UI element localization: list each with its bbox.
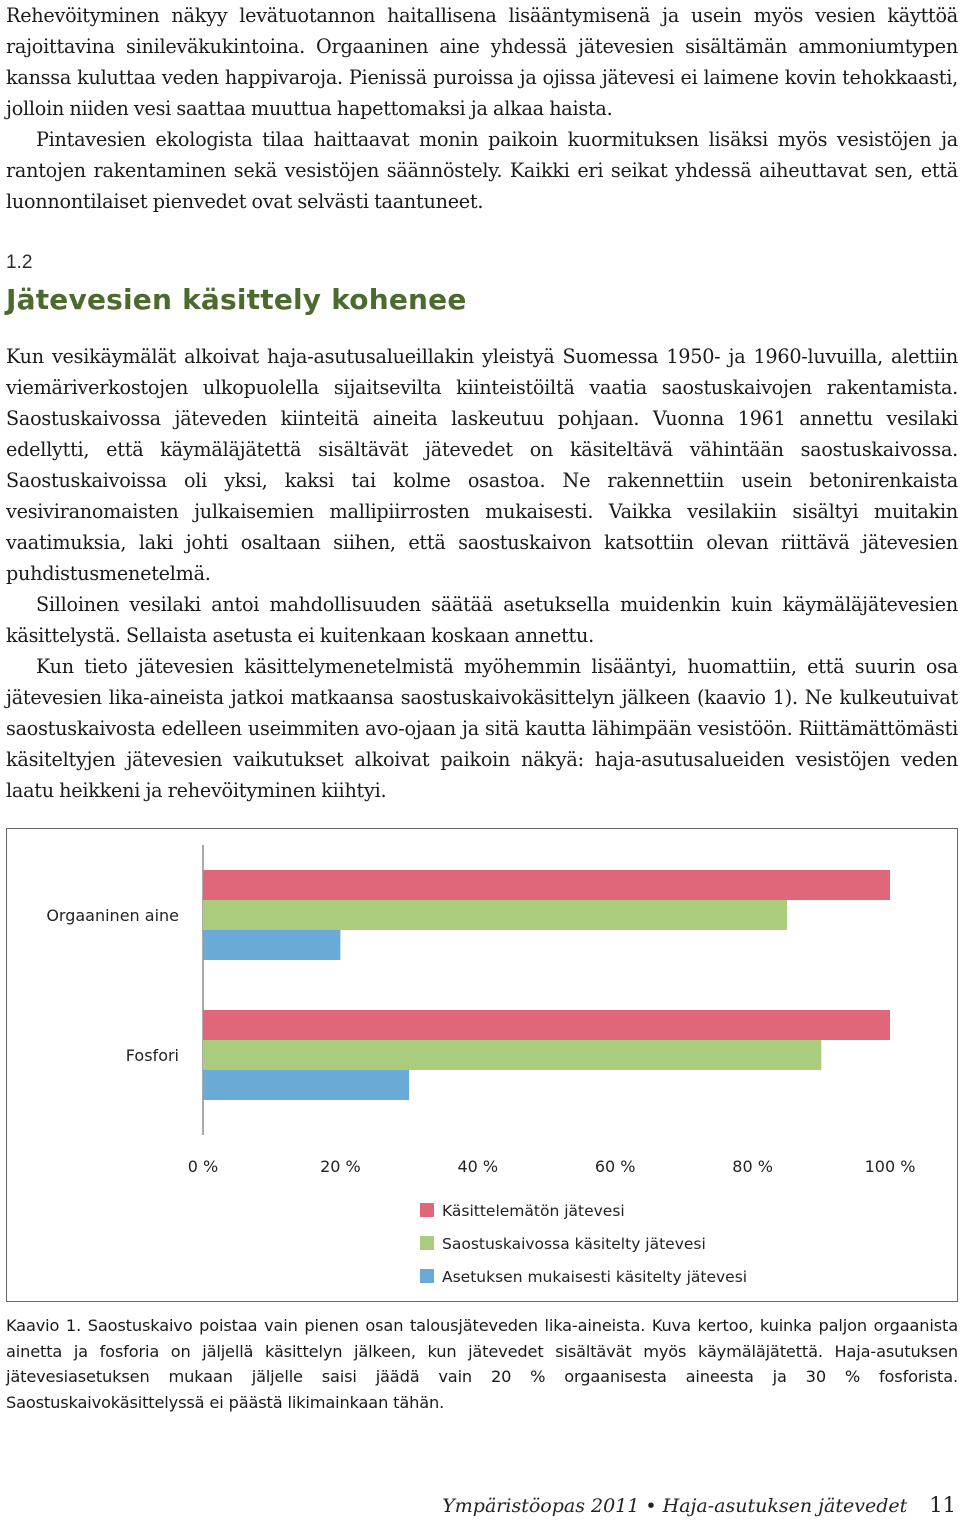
legend-label-septic: Saostuskaivossa käsitelty jätevesi (442, 1235, 706, 1253)
x-tick-label-5: 100 % (864, 1157, 916, 1176)
legend-swatch-septic (420, 1236, 434, 1250)
legend-label-untreated: Käsittelemätön jätevesi (442, 1202, 625, 1220)
bar-orgaaninen-aine-asetuksen-mukaisesti-kasitelty-jatevesi (203, 930, 340, 960)
legend-item-septic (420, 1235, 706, 1253)
category-label-fosfori: Fosfori (125, 1046, 179, 1065)
paragraph-vesikaymalat: Kun vesikäymälät alkoivat haja-asutusalueillakin yleistyä Suomessa 1950- ja 1960-luvuilla, alettiin viemäriverkostojen ulkopuolella sijaitsevilta kiinteistöiltä vaatia saostuskaivojen rakentamista. Saostuskaivossa jäteveden kiinteitä aineita laskeutuu pohjaan. Vuonna 1961 annettu vesilaki edellytti, että käymäläjätettä sisältävät jätevedet on käsiteltävä vähintään saostuskaivossa. Saostuskaivoissa oli yksi, kaksi tai kolme osastoa. Ne rakennettiin usein betonirenkaista vesiviranomaisten julkaisemien mallipiirrosten mukaisesti. Vaikka vesilakiin sisältyi muitakin vaatimuksia, laki johti osaltaan siihen, että saostuskaivon katsottiin olevan riittävä jätevesien puhdistusmenetelmä. (6, 345, 958, 585)
section-number: 1.2 (6, 252, 33, 273)
section-heading: Jätevesien käsittely kohenee (6, 283, 467, 316)
legend-item-untreated (420, 1202, 625, 1220)
category-label-orgaaninen-aine: Orgaaninen aine (46, 906, 179, 925)
page-number: 11 (929, 1493, 956, 1517)
x-tick-label-1: 20 % (320, 1157, 361, 1176)
bar-chart (7, 829, 956, 1300)
legend-item-regulation (420, 1268, 747, 1286)
bar-orgaaninen-aine-kasittelematon-jatevesi (203, 870, 890, 900)
legend-label-regulation: Asetuksen mukaisesti käsitelty jätevesi (442, 1268, 748, 1286)
footer-title: Ympäristöopas 2011 • Haja-asutuksen jätevedet (442, 1495, 908, 1517)
chart-caption: Kaavio 1. Saostuskaivo poistaa vain pienen osan talousjäteveden lika-aineista. Kuva kertoo, kuinka paljon orgaanista ainetta ja fosforia on jäljellä käsittelyn jälkeen, kun jätevedet sisältävät myös käymäläjätettä. Haja-asutuksen jätevesiasetuksen mukaan jäljelle saisi jäädä vain 20 % orgaanisesta aineesta ja 30 % fosforista. Saostuskaivokäsittelyssä ei päästä likimainkaan tähän. (6, 1316, 958, 1412)
paragraph-rehevoityminen: Rehevöityminen näkyy levätuotannon haitallisena lisääntymisenä ja usein myös vesien käyttöä rajoittavina sinileväkukintoina. Orgaaninen aine yhdessä jätevesien sisältämän ammoniumtypen kanssa kuluttaa veden happivaroja. Pienissä puroissa ja ojissa jätevesi ei laimene kovin tehokkaasti, jolloin niiden vesi saattaa muuttua hapettomaksi ja alkaa haista. (6, 4, 958, 120)
paragraph-kasittelymenetelmat: Kun tieto jätevesien käsittelymenetelmistä myöhemmin lisääntyi, huomattiin, että suurin osa jätevesien lika-aineista jatkoi matkaansa saostuskaivokäsittelyn jälkeen (kaavio 1). Ne kulkeutuivat saostuskaivosta edelleen useimmiten avo-ojaan ja sitä kautta lähimpään vesistöön. Riittämättömästi käsiteltyjen jätevesien vaikutukset alkoivat paikoin näkyä: haja-asutusalueiden vesistöjen veden laatu heikkeni ja rehevöityminen kiihtyi. (6, 655, 958, 802)
paragraph-vesilaki: Silloinen vesilaki antoi mahdollisuuden säätää asetuksella muidenkin kuin käymäläjätevesien käsittelystä. Sellaista asetusta ei kuitenkaan koskaan annettu. (6, 593, 958, 647)
bar-fosfori-saostuskaivossa-kasitelty-jatevesi (203, 1040, 821, 1070)
page-footer (442, 1493, 956, 1517)
x-tick-label-4: 80 % (732, 1157, 773, 1176)
bar-fosfori-asetuksen-mukaisesti-kasitelty-jatevesi (203, 1070, 409, 1100)
bar-orgaaninen-aine-saostuskaivossa-kasitelty-jatevesi (203, 900, 787, 930)
x-tick-label-2: 40 % (457, 1157, 499, 1176)
paragraph-pintavesien: Pintavesien ekologista tilaa haittaavat monin paikoin kuormituksen lisäksi myös vesistöjen ja rantojen rakentaminen sekä vesistöjen säännöstely. Kaikki eri seikat yhdessä aiheuttavat sen, että luonnontilaiset pienvedet ovat selvästi taantuneet. (6, 128, 958, 213)
chart-frame (6, 828, 958, 1302)
bar-fosfori-kasittelematon-jatevesi (203, 1010, 890, 1040)
legend-swatch-regulation (420, 1269, 434, 1283)
legend-swatch-untreated (420, 1203, 434, 1217)
x-tick-label-3: 60 % (594, 1157, 636, 1176)
x-tick-label-0: 0 % (187, 1157, 219, 1176)
